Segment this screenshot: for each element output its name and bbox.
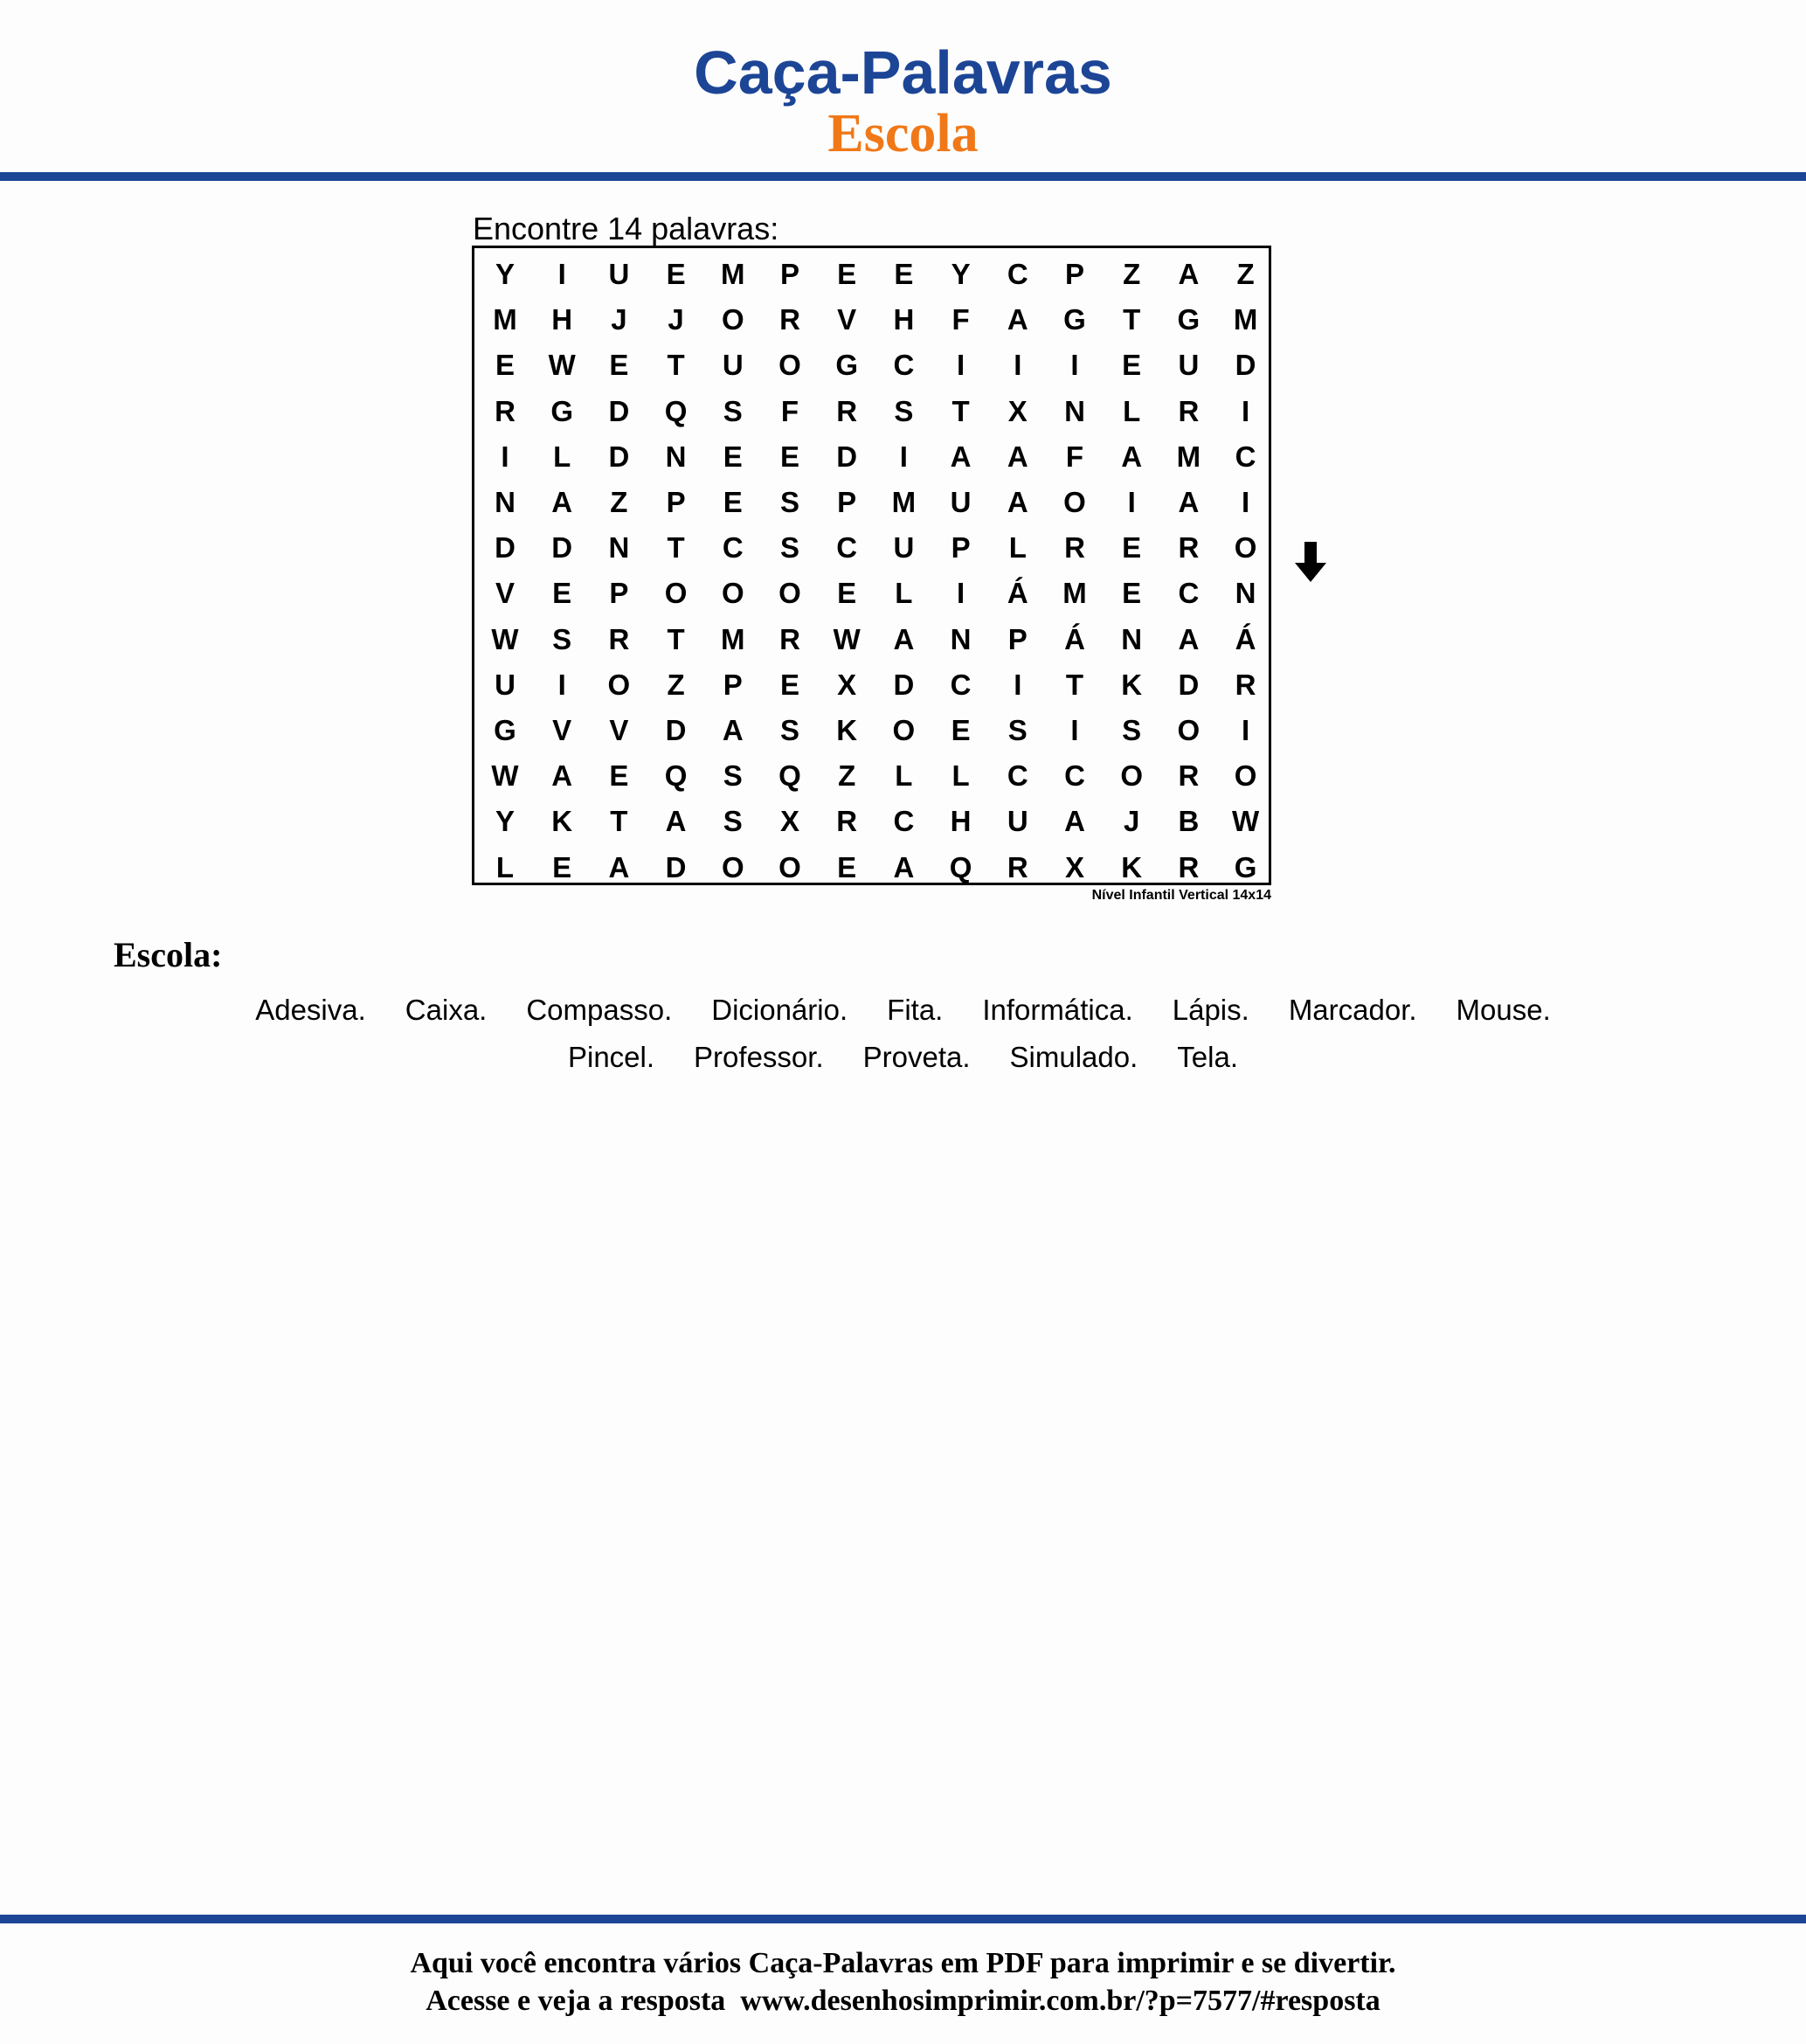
word-list-row [0,990,1806,1037]
grid-letter: E [552,577,572,610]
grid-letter: D [1235,349,1256,382]
grid-letter: I [899,440,908,473]
grid-letter: G [835,349,859,382]
grid-letter: E [779,440,799,473]
word-list-row [0,1037,1806,1084]
grid-letter: Q [664,394,688,427]
grid-letter: Z [1236,258,1255,290]
grid-letter: Y [951,258,971,290]
grid-letter: C [1235,440,1256,473]
grid-letter: V [837,303,857,336]
grid-letter: O [778,850,801,883]
grid-letter: E [1122,531,1142,565]
grid-letter: N [1235,577,1256,610]
grid-letter: D [495,531,516,565]
grid-letter: A [1121,440,1143,473]
grid-letter: D [893,668,915,701]
grid-letter: E [951,714,971,746]
grid-letter: Á [1235,622,1256,655]
grid-letter: R [1064,531,1085,565]
word-list-item: Lápis. [1172,994,1249,1026]
grid-letter: S [552,622,572,655]
grid-letter: S [894,394,914,427]
grid-letter: V [552,714,572,746]
puzzle-instruction: Encontre 14 palavras: [473,211,779,246]
grid-letter: E [609,349,629,382]
word-list-item: Dicionário. [711,994,848,1026]
word-list-item: Professor. [694,1041,824,1073]
grid-letter: A [1178,258,1200,290]
grid-letter: R [779,303,800,336]
grid-letter: J [611,303,627,336]
arrow-down-icon [1293,540,1328,584]
grid-letter: N [1121,622,1143,655]
grid-letter: H [893,303,915,336]
grid-letter: O [1120,759,1144,793]
grid-letter: R [608,622,630,655]
grid-letter: O [778,577,801,610]
grid-letter: C [722,531,744,565]
grid-letter: V [495,577,515,610]
grid-letter: O [721,303,744,336]
grid-letter: E [894,258,914,290]
grid-letter: D [836,440,858,473]
grid-letter: R [836,805,858,838]
grid-letter: L [951,759,970,793]
grid-letter: P [1007,622,1028,655]
word-list-item: Tela. [1177,1041,1238,1073]
grid-letter: L [553,440,571,473]
word-list-item: Simulado. [1009,1041,1138,1073]
grid-letter: R [495,394,516,427]
page-subtitle: Escola [827,104,979,163]
grid-letter: D [551,531,573,565]
grid-letter: I [1242,714,1250,746]
grid-letter: T [667,531,685,565]
grid-letter: I [557,668,566,701]
grid-letter: C [893,805,915,838]
grid-letter: A [893,850,915,883]
grid-letter: T [951,394,970,427]
grid-letter: I [957,349,965,382]
grid-letter: U [495,668,516,701]
grid-letter: E [552,850,572,883]
grid-letter: P [837,486,857,518]
grid-letter: O [1234,531,1257,565]
grid-letter: O [607,668,631,701]
grid-letter: S [723,805,743,838]
grid-letter: I [557,258,566,290]
grid-letter: E [837,850,857,883]
grid-letter: R [1235,668,1256,701]
grid-letter: L [1008,531,1027,565]
grid-letter: F [1065,440,1084,473]
grid-letter: P [666,486,686,518]
word-list-item: Marcador. [1288,994,1417,1026]
grid-letter: M [1176,440,1201,473]
grid-letter: I [1014,349,1022,382]
grid-letter: Z [667,668,685,701]
grid-letter: S [779,531,799,565]
grid-letter: C [1064,759,1085,793]
grid-letter: G [1063,303,1086,336]
grid-letter: I [1242,394,1250,427]
grid-letter: P [1064,258,1084,290]
grid-letter: L [895,577,913,610]
grid-letter: U [1178,349,1200,382]
grid-letter: A [1007,440,1028,473]
grid-letter: I [1127,486,1136,518]
grid-letter: Z [610,486,628,518]
grid-letter: R [1007,850,1028,883]
grid-letter: N [608,531,630,565]
grid-letter: S [1122,714,1142,746]
grid-letter: C [950,668,972,701]
grid-letter: E [837,258,857,290]
grid-letter: E [495,349,515,382]
grid-letter: T [610,805,628,838]
grid-letter: E [723,486,743,518]
grid-letter: O [778,349,801,382]
grid-letter: W [548,349,576,382]
grid-letter: E [1122,349,1142,382]
grid-letter: A [1007,303,1028,336]
grid-letter: H [551,303,573,336]
footer-line-1: Aqui você encontra vários Caça-Palavras em PDF para imprimir e se divertir. [410,1947,1396,1979]
grid-letter: P [779,258,799,290]
grid-caption: Nível Infantil Vertical 14x14 [1091,888,1271,903]
grid-letter: M [493,303,517,336]
word-list-item: Pincel. [567,1041,655,1073]
grid-letter: W [1232,805,1260,838]
grid-letter: Q [949,850,972,883]
grid-letter: I [1070,349,1079,382]
grid-letter: T [1123,303,1141,336]
grid-letter: P [951,531,971,565]
grid-letter: M [721,622,745,655]
word-list-heading: Escola: [114,935,223,974]
grid-letter: I [501,440,509,473]
grid-letter: B [1178,805,1200,838]
grid-letter: S [723,394,743,427]
grid-letter: N [665,440,687,473]
grid-letter: M [721,258,745,290]
grid-letter: S [779,714,799,746]
grid-letter: E [723,440,743,473]
grid-letter: R [1178,759,1200,793]
grid-letter: D [608,440,630,473]
grid-letter: U [608,258,630,290]
grid-letter: U [722,349,744,382]
grid-letter: K [551,805,573,838]
grid-letter: A [665,805,687,838]
grid-letter: O [1063,486,1086,518]
grid-letter: Z [838,759,856,793]
grid-letter: I [1070,714,1079,746]
grid-letter: O [721,577,744,610]
word-list-item: Proveta. [862,1041,971,1073]
grid-letter: O [664,577,688,610]
grid-letter: S [1007,714,1028,746]
grid-letter: S [779,486,799,518]
grid-letter: X [1064,850,1084,883]
grid-letter: A [1178,622,1200,655]
bottom-divider [0,1915,1806,1923]
grid-letter: V [609,714,629,746]
grid-letter: D [665,850,687,883]
grid-letter: G [494,714,516,746]
grid-letter: J [668,303,684,336]
grid-letter: N [1064,394,1085,427]
grid-letter: Á [1007,577,1028,610]
grid-letter: P [723,668,743,701]
word-list-item: Compasso. [526,994,673,1026]
top-divider [0,172,1806,181]
grid-letter: R [1178,531,1200,565]
grid-letter: M [891,486,917,518]
grid-letter: U [1007,805,1028,838]
grid-letter: T [667,622,685,655]
grid-letter: X [779,805,799,838]
grid-letter: R [1178,394,1200,427]
grid-letter: L [895,759,913,793]
grid-letter: G [1177,303,1201,336]
grid-letter: M [1062,577,1087,610]
grid-letter: O [1177,714,1201,746]
grid-letter: A [1064,805,1085,838]
grid-letter: N [495,486,516,518]
grid-letter: H [950,805,972,838]
grid-letter: I [957,577,965,610]
grid-letter: C [893,349,915,382]
grid-letter: I [1014,668,1022,701]
word-list-item: Caixa. [405,994,488,1026]
grid-letter: Y [495,258,515,290]
grid-letter: I [1242,486,1250,518]
grid-letter: K [836,714,858,746]
grid-letter: W [491,759,519,793]
grid-letter: Y [495,805,515,838]
grid-letter: Z [1123,258,1141,290]
grid-letter: P [609,577,629,610]
grid-letter: U [893,531,915,565]
grid-letter: G [550,394,574,427]
grid-letter: M [1233,303,1258,336]
grid-letter: Á [1064,622,1085,655]
grid-letter: W [491,622,519,655]
footer [0,1944,1806,2020]
grid-letter: D [608,394,630,427]
grid-letter: K [1121,850,1143,883]
grid-letter: F [780,394,799,427]
grid-letter: E [837,577,857,610]
grid-letter: T [667,349,685,382]
grid-letter: Q [664,759,688,793]
grid-letter: A [950,440,972,473]
word-list-item: Fita. [887,994,944,1026]
grid-letter: R [836,394,858,427]
grid-letter: W [833,622,861,655]
grid-letter: N [950,622,972,655]
grid-letter: E [1122,577,1142,610]
grid-letter: K [1121,668,1143,701]
grid-letter: X [837,668,857,701]
grid-letter: O [721,850,744,883]
grid-letter: U [950,486,972,518]
grid-letter: E [609,759,629,793]
grid-letter: A [1178,486,1200,518]
letter-grid [472,246,1271,885]
grid-letter: J [1124,805,1140,838]
grid-letter: O [1234,759,1257,793]
grid-letter: R [779,622,800,655]
grid-letter: X [1007,394,1028,427]
grid-letter: A [893,622,915,655]
grid-letter: A [608,850,630,883]
word-list [0,990,1806,1084]
word-list-item: Informática. [982,994,1133,1026]
grid-letter: L [1123,394,1141,427]
grid-letter: R [1178,850,1200,883]
grid-letter: A [551,759,573,793]
grid-letter: A [551,486,573,518]
grid-letter: F [951,303,970,336]
grid-letter: L [495,850,515,883]
grid-letter: E [666,258,686,290]
grid-letter: E [779,668,799,701]
grid-letter: C [836,531,858,565]
word-list-item: Mouse. [1456,994,1551,1026]
grid-letter: C [1007,258,1028,290]
page-title: Caça-Palavras [694,38,1112,107]
grid-letter: C [1007,759,1028,793]
grid-letter: T [1065,668,1084,701]
grid-letter: G [1234,850,1257,883]
footer-line-2: Acesse e veja a resposta www.desenhosimprimir.com.br/?p=7577/#resposta [426,1985,1380,2017]
grid-letter: Q [778,759,801,793]
grid-letter: D [665,714,687,746]
grid-letter: D [1178,668,1200,701]
word-list-item: Adesiva. [255,994,366,1026]
grid-letter: A [722,714,744,746]
grid-letter: A [1007,486,1028,518]
grid-letter: C [1178,577,1200,610]
grid-letter: O [892,714,916,746]
grid-letter: S [723,759,743,793]
